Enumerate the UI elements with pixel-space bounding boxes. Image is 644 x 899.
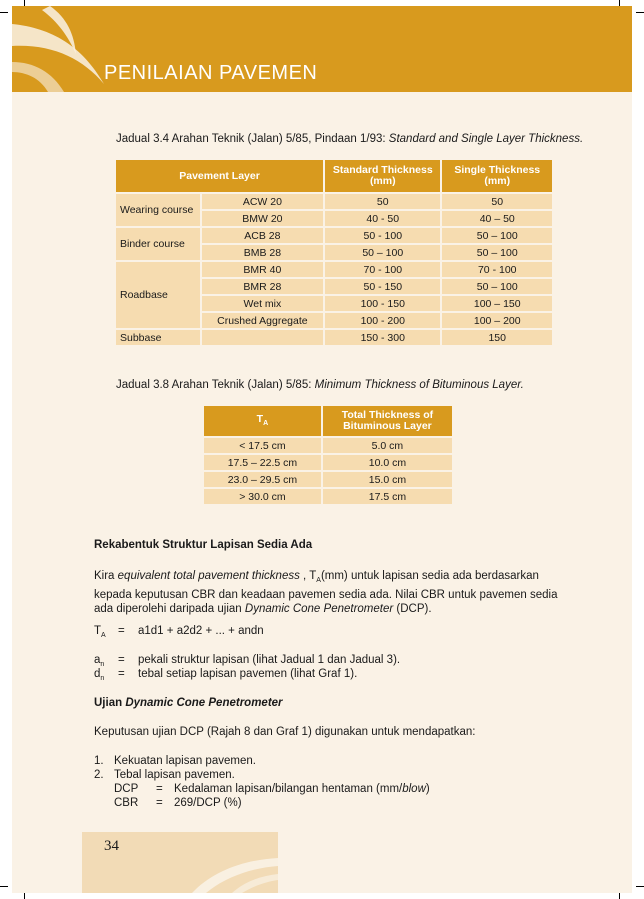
para-sub: A	[316, 577, 321, 584]
table-row	[115, 329, 553, 346]
ta-cell: 23.0 – 29.5 cm	[203, 471, 322, 488]
para-mid2: (mm) untuk lapisan sedia ada berdasarkan	[320, 570, 539, 582]
def-an-sym: a	[94, 654, 101, 666]
cbr-label: CBR	[114, 797, 139, 809]
def-dn-sym: d	[94, 668, 101, 680]
def-dn-sub: n	[100, 675, 105, 682]
single-cell: 100 – 150	[441, 295, 553, 312]
standard-cell: 100 - 200	[324, 312, 441, 329]
para-kira: Kira	[94, 570, 118, 582]
table-row	[203, 437, 453, 454]
section1-heading: Rekabentuk Struktur Lapisan Sedia Ada	[94, 539, 313, 551]
list-item	[94, 754, 256, 768]
crop-mark	[0, 886, 8, 887]
table-row	[115, 227, 553, 244]
layer-cell: BMW 20	[201, 210, 324, 227]
crop-mark	[0, 12, 8, 13]
def-dn-text: tebal setiap lapisan pavemen (lihat Graf 1).	[138, 668, 358, 680]
def-dn-equals: =	[118, 668, 125, 680]
def-dn-symbol	[94, 668, 104, 680]
standard-cell: 40 - 50	[324, 210, 441, 227]
table1-caption	[116, 133, 583, 145]
dcp-text-b: )	[425, 783, 430, 795]
header-band	[12, 6, 632, 92]
table-row	[203, 454, 453, 471]
group-roadbase: Roadbase	[115, 261, 201, 329]
single-cell: 150	[441, 329, 553, 346]
single-cell: 70 - 100	[441, 261, 553, 278]
table1-caption-italic: Standard and Single Layer Thickness.	[388, 133, 584, 145]
ta-cell: 17.5 – 22.5 cm	[203, 454, 322, 471]
layer-cell: BMB 28	[201, 244, 324, 261]
thickness-cell: 10.0 cm	[322, 454, 453, 471]
layer-cell: Crushed Aggregate	[201, 312, 324, 329]
formula-lhs-sub: A	[101, 632, 106, 639]
layer-cell: BMR 28	[201, 278, 324, 295]
group-subbase: Subbase	[115, 329, 201, 346]
layer-cell	[201, 329, 324, 346]
section1-paragraph	[94, 569, 558, 616]
cbr-text: 269/DCP (%)	[174, 797, 242, 809]
thickness-cell: 15.0 cm	[322, 471, 453, 488]
single-cell: 50 – 100	[441, 244, 553, 261]
table2-caption-prefix: Jadual 3.8 Arahan Teknik (Jalan) 5/85:	[116, 379, 315, 391]
formula	[94, 625, 264, 639]
para-line3-italic: Dynamic Cone Penetrometer	[244, 603, 394, 615]
crop-mark	[636, 12, 644, 13]
single-cell: 50 – 100	[441, 227, 553, 244]
table2-caption-italic: Minimum Thickness of Bituminous Layer.	[314, 379, 524, 391]
definition-an	[94, 654, 401, 668]
list-text: Kekuatan lapisan pavemen.	[114, 755, 256, 767]
para-line-1	[94, 569, 552, 588]
def-an-symbol	[94, 654, 104, 666]
dcp-equals: =	[156, 783, 163, 795]
list-text: Tebal lapisan pavemen.	[114, 769, 235, 781]
col-header-ta	[203, 405, 322, 437]
ta-sub: A	[263, 419, 269, 427]
list-num: 2.	[94, 769, 104, 781]
definition-dn	[94, 668, 358, 682]
ta-cell: < 17.5 cm	[203, 437, 322, 454]
formula-equals: =	[118, 625, 125, 637]
col-header-pavement-layer: Pavement Layer	[115, 159, 324, 193]
table-row	[115, 193, 553, 210]
standard-cell: 50 - 150	[324, 278, 441, 295]
thickness-cell: 17.5 cm	[322, 488, 453, 505]
minimum-thickness-table	[202, 404, 454, 506]
list-num: 1.	[94, 755, 104, 767]
def-an-text: pekali struktur lapisan (lihat Jadual 1 dan Jadual 3).	[138, 654, 401, 666]
table-row	[115, 261, 553, 278]
para-line3-b: (DCP).	[393, 603, 432, 615]
def-an-sub: n	[100, 661, 105, 668]
para-line-2: kepada keputusan CBR dan keadaan pavemen sedia ada. Nilai CBR untuk pavemen sedia	[94, 589, 558, 601]
group-wearing-course: Wearing course	[115, 193, 201, 227]
para-line-3	[94, 602, 552, 616]
dcp-text	[174, 782, 430, 796]
cbr-equals: =	[156, 797, 163, 809]
table-row	[203, 488, 453, 505]
list-item	[94, 768, 235, 782]
standard-cell: 50	[324, 193, 441, 210]
table-row	[203, 471, 453, 488]
cbr-definition	[114, 796, 242, 810]
single-cell: 100 – 200	[441, 312, 553, 329]
formula-lhs	[94, 625, 106, 637]
standard-cell: 70 - 100	[324, 261, 441, 278]
formula-lhs-main: T	[94, 625, 102, 637]
page	[12, 6, 632, 893]
dcp-label: DCP	[114, 783, 139, 795]
thickness-cell: 5.0 cm	[322, 437, 453, 454]
def-an-equals: =	[118, 654, 125, 666]
section2-heading-italic: Dynamic Cone Penetrometer	[125, 697, 283, 709]
header-title: PENILAIAN PAVEMEN	[104, 62, 318, 84]
single-cell: 40 – 50	[441, 210, 553, 227]
ta-cell: > 30.0 cm	[203, 488, 322, 505]
standard-cell: 100 - 150	[324, 295, 441, 312]
para-mid1: , T	[299, 570, 317, 582]
col-header-standard-thickness: Standard Thickness (mm)	[324, 159, 441, 193]
single-cell: 50 – 100	[441, 278, 553, 295]
section2-heading-plain: Ujian	[94, 697, 126, 709]
dcp-text-italic: blow	[402, 783, 426, 795]
formula-rhs: a1d1 + a2d2 + ... + andn	[138, 625, 264, 637]
standard-cell: 150 - 300	[324, 329, 441, 346]
table2-caption	[116, 379, 524, 391]
page-number: 34	[104, 838, 119, 854]
col-header-single-thickness: Single Thickness (mm)	[441, 159, 553, 193]
layer-cell: BMR 40	[201, 261, 324, 278]
section2-intro: Keputusan ujian DCP (Rajah 8 dan Graf 1) digunakan untuk mendapatkan:	[94, 726, 476, 738]
section2-heading	[94, 696, 283, 710]
layer-cell: ACB 28	[201, 227, 324, 244]
dcp-definition	[114, 782, 430, 796]
standard-cell: 50 - 100	[324, 227, 441, 244]
layer-cell: Wet mix	[201, 295, 324, 312]
group-binder-course: Binder course	[115, 227, 201, 261]
layer-cell: ACW 20	[201, 193, 324, 210]
dcp-text-a: Kedalaman lapisan/bilangan hentaman (mm/	[174, 783, 403, 795]
para-italic-term: equivalent total pavement thickness	[117, 570, 300, 582]
standard-cell: 50 – 100	[324, 244, 441, 261]
crop-mark	[636, 886, 644, 887]
ta-main: T	[256, 412, 264, 425]
standard-thickness-table	[114, 158, 554, 347]
col-header-total-thickness: Total Thickness of Bituminous Layer	[322, 405, 453, 437]
para-line3-a: ada diperolehi daripada ujian	[94, 603, 245, 615]
table1-caption-prefix: Jadual 3.4 Arahan Teknik (Jalan) 5/85, Pindaan 1/93:	[116, 133, 389, 145]
single-cell: 50	[441, 193, 553, 210]
